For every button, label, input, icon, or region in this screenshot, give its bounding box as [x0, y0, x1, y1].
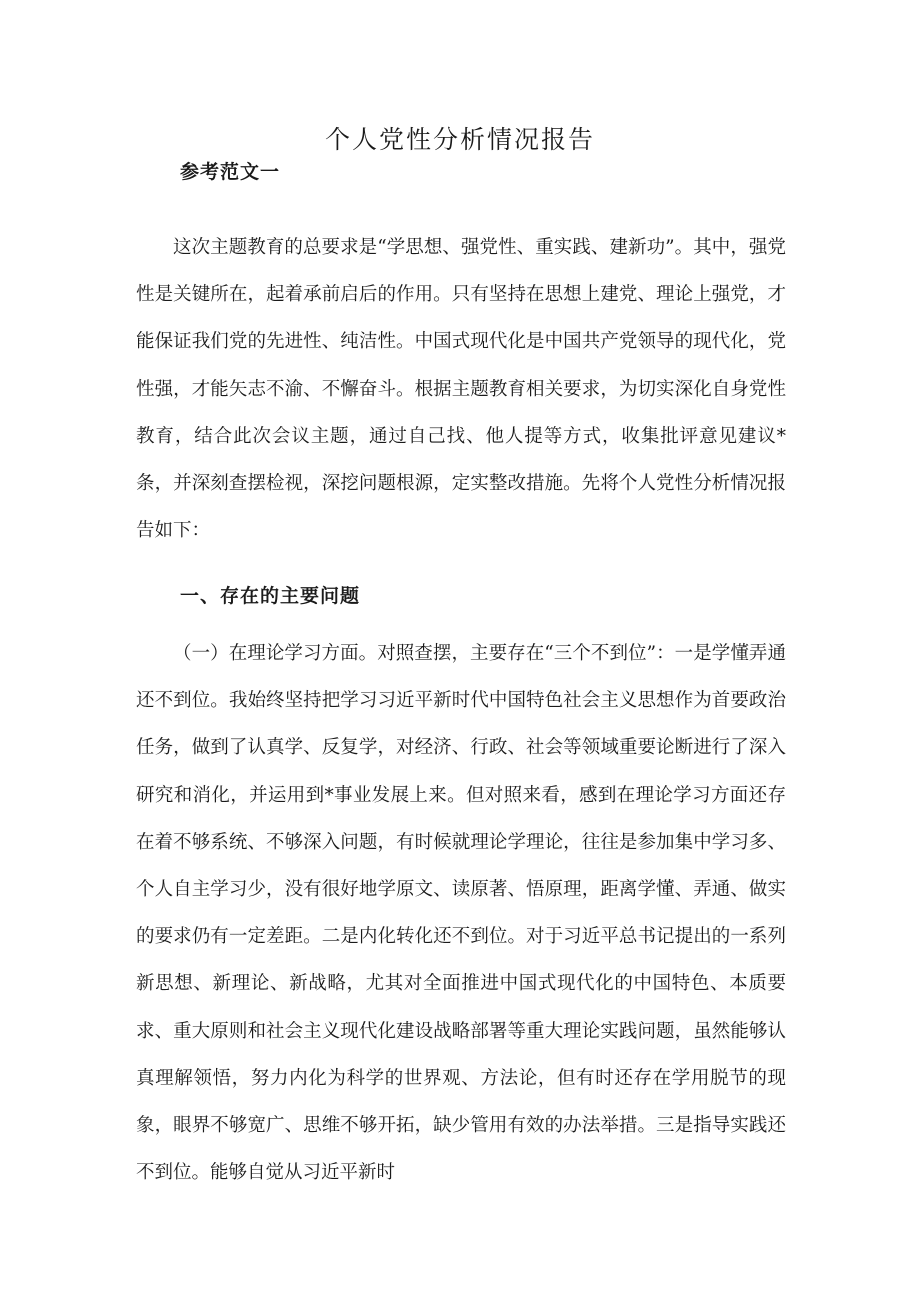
section-heading: 一、存在的主要问题 — [180, 585, 361, 607]
document-title: 个人党性分析情况报告 — [324, 125, 595, 154]
intro-paragraph: 这次主题教育的总要求是“学思想、强党性、重实践、建新功”。其中，强党性是关键所在，起着承前启后的作用。只有坚持在思想上建党、理论上强党，才能保证我们党的先进性、纯洁性。中国式现代化是中国共产党领导的现代化，党性强，才能矢志不渝、不懈奋斗。根据主题教育相关要求，为切实深化自身党性教育，结合此次会议主题，通过自己找、他人提等方式，收集批评意见建议*条，并深刻查摆检视，深挖问题根源，定实整改措施。先将个人党性分析情况报告如下： — [136, 237, 786, 542]
section-paragraph: （一）在理论学习方面。对照查摆，主要存在“三个不到位”：一是学懂弄通还不到位。我始终坚持把学习习近平新时代中国特色社会主义思想作为首要政治任务，做到了认真学、反复学，对经济、行政、社会等领域重要论断进行了深入研究和消化，并运用到*事业发展上来。但对照来看，感到在理论学习方面还存在着不够系统、不够深入问题，有时候就理论学理论，往往是参加集中学习多、个人自主学习少，没有很好地学原文、读原著、悟原理，距离学懂、弄通、做实的要求仍有一定差距。二是内化转化还不到位。对于习近平总书记提出的一系列新思想、新理论、新战略，尤其对全面推进中国式现代化的中国特色、本质要求、重大原则和社会主义现代化建设战略部署等重大理论实践问题，虽然能够认真理解领悟，努力内化为科学的世界观、方法论，但有时还存在学用脱节的现象，眼界不够宽广、思维不够开拓，缺少管用有效的办法举措。三是指导实践还不到位。能够自觉从习近平新时 — [136, 643, 786, 1184]
sample-label: 参考范文一 — [180, 161, 281, 183]
